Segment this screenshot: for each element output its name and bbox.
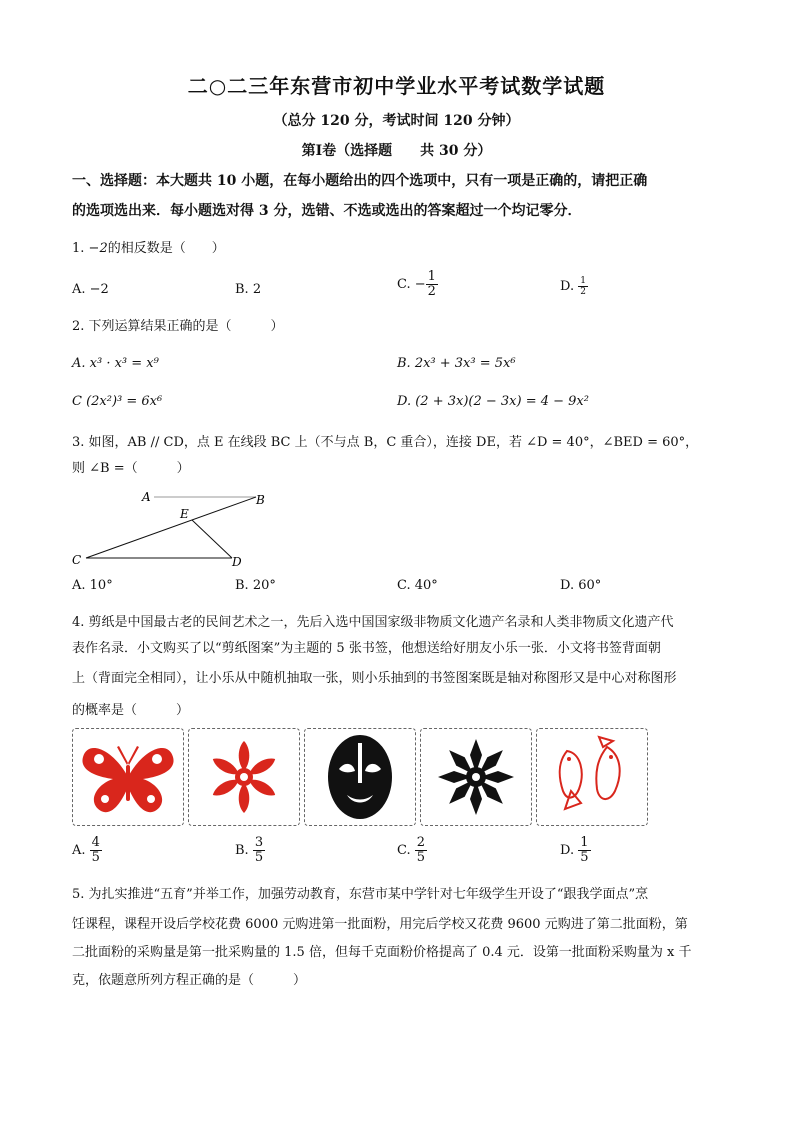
q3-option-a[interactable]: A. 10° [72, 578, 113, 593]
q2-option-a[interactable]: A. x³ · x³ = x⁹ [72, 356, 159, 371]
q3-stem-line2: 则 ∠B =（ ） [72, 461, 190, 476]
label-a: A [142, 490, 151, 504]
q4-option-b[interactable]: B. $\frac{3}{5}$ [235, 835, 264, 865]
bookmark-butterfly [72, 728, 184, 826]
q1-option-d[interactable]: D. $\frac{1}{2}$ [560, 276, 586, 297]
q4-stem-line4: 的概率是（ ） [72, 703, 190, 718]
q1-stem: 1. −2的相反数是（ ） [72, 241, 225, 256]
label-e: E [180, 507, 189, 521]
q1-option-a[interactable]: A. −2 [72, 282, 109, 297]
q2-stem: 2. 下列运算结果正确的是（ ） [72, 319, 284, 334]
segment-ed [192, 520, 232, 558]
q5-stem-line4: 克，依题意所列方程正确的是（ ） [72, 973, 307, 988]
q5-stem-line2: 饪课程，课程开设后学校花费 6000 元购进第一批面粉，用完后学校又花费 9600 元购进了第二批面粉，第 [72, 917, 688, 932]
bookmark-opera-mask [304, 728, 416, 826]
q4-stem-line1: 4. 剪纸是中国最古老的民间艺术之一，先后入选中国国家级非物质文化遗产名录和人类非物质文化遗产代 [72, 615, 674, 630]
q5-stem-line3: 二批面粉的采购量是第一批采购量的 1.5 倍，但每千克面粉价格提高了 0.4 元．设第一批面粉采购量为 x 千 [72, 945, 692, 960]
q4-option-a[interactable]: A. $\frac{4}{5}$ [72, 835, 100, 865]
page-title: 二○二三年东营市初中学业水平考试数学试题 [187, 74, 606, 98]
q3-stem-line1: 3. 如图，AB // CD，点 E 在线段 BC 上（不与点 B，C 重合），连接 DE，若 ∠D = 40°，∠BED = 60°， [72, 435, 699, 450]
q1-option-c[interactable]: C. − $\frac{1}{2}$ [397, 269, 436, 299]
bookmark-snowflake [188, 728, 300, 826]
q3-option-b[interactable]: B. 20° [235, 578, 276, 593]
q2-option-b[interactable]: B. 2x³ + 3x³ = 5x⁶ [397, 356, 516, 371]
q3-geometry-figure [66, 488, 266, 570]
bookmark-fish [536, 728, 648, 826]
q1-option-b[interactable]: B. 2 [235, 282, 262, 297]
label-b: B [256, 493, 265, 507]
q3-option-d[interactable]: D. 60° [560, 578, 602, 593]
q2-option-c[interactable]: C (2x²)³ = 6x⁶ [72, 394, 163, 409]
q4-option-c[interactable]: C. $\frac{2}{5}$ [397, 835, 426, 865]
q5-stem-line1: 5. 为扎实推进“五育”并举工作，加强劳动教育，东营市某中学针对七年级学生开设了“跟我学面点”烹 [72, 887, 649, 902]
segment-bc [86, 497, 256, 558]
q4-option-d[interactable]: D. $\frac{1}{5}$ [560, 835, 589, 865]
q4-stem-line3: 上（背面完全相同），让小乐从中随机抽取一张，则小乐抽到的书签图案既是轴对称图形又是中心对称图形 [72, 671, 677, 686]
instructions-line2: 的选项选出来．每小题选对得 3 分，选错、不选或选出的答案超过一个均记零分． [72, 203, 582, 219]
q2-option-d[interactable]: D. (2 + 3x)(2 − 3x) = 4 − 9x² [397, 394, 589, 409]
bookmark-mandala [420, 728, 532, 826]
q4-stem-line2: 表作名录．小文购买了以“剪纸图案”为主题的 5 张书签，他想送给好朋友小乐一张．小文将书签背面朝 [72, 641, 661, 656]
label-d: D [232, 555, 242, 569]
label-c: C [72, 553, 82, 567]
exam-subtitle: （总分 120 分，考试时间 120 分钟） [273, 113, 520, 129]
section-heading: 第Ⅰ卷（选择题 共 30 分） [301, 143, 492, 159]
instructions-line1: 一、选择题：本大题共 10 小题，在每小题给出的四个选项中，只有一项是正确的，请把正确 [72, 173, 648, 189]
q3-option-c[interactable]: C. 40° [397, 578, 438, 593]
